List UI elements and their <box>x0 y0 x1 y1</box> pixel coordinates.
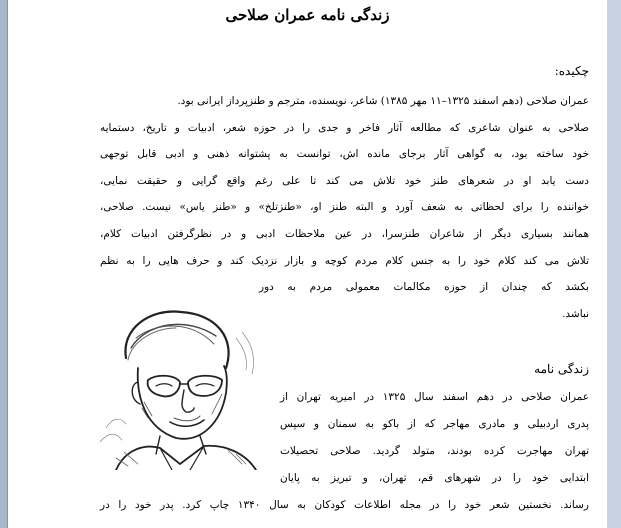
biography-paragraph <box>280 384 589 492</box>
abstract-line: خواننده را برای لحظاتی به شعف آورد و البته طنز او، «طنزتلخ» و «طنز یاس» نیست. صلاحی، <box>100 201 589 214</box>
abstract-line: عمران صلاحی (دهم اسفند ۱۳۲۵–۱۱ مهر ۱۳۸۵) شاعر، نویسنده، مترجم و طنزپرداز ایرانی بود. <box>177 95 589 107</box>
biography-line: عمران صلاحی در دهم اسفند سال ۱۳۲۵ در امیریه تهران از <box>280 391 589 403</box>
biography-paragraph-full <box>100 492 589 519</box>
document-page <box>7 0 608 528</box>
page-title: زندگی نامه عمران صلاحی <box>225 6 390 24</box>
biography-line: پدری اردبیلی و مادری مهاجر که از باکو به سمنان و سپس <box>280 418 589 430</box>
abstract-line: صلاحی به عنوان شاعری که مطالعه آثار فاخر و جدی را در حوزه شعر، ادبیات و تاریخ، دستمایه <box>100 121 589 134</box>
window-edge <box>607 0 621 528</box>
biography-line: تهران مهاجرت کرده بودند، متولد گردید. صلاحی تحصیلات <box>280 445 589 457</box>
portrait-sketch-icon <box>76 298 268 470</box>
biography-heading: زندگی نامه <box>534 362 589 376</box>
abstract-line: همانند بسیاری دیگر از شاعران طنزسرا، در عین ملاحظات ادبی و در نظرگرفتن ادبیات کلام، <box>100 227 589 240</box>
abstract-paragraph <box>100 88 589 327</box>
abstract-line: بکشد که چندان از حوزه مکالمات معمولی مردم به دور <box>259 281 589 294</box>
abstract-heading: چکیده: <box>554 64 589 78</box>
abstract-line: تلاش می کند کلام خود را به جنس کلام مردم کوچه و بازار نزدیک کند و حرف هایی را به نظم <box>100 254 589 267</box>
biography-line: رساند. نخستین شعر خود را در مجله اطلاعات کودکان به سال ۱۳۴۰ چاپ کرد. پدر خود را در <box>100 499 589 511</box>
biography-line: ابتدایی خود را در شهرهای قم، تهران، و تبریز به پایان <box>280 472 589 484</box>
abstract-line: دست یابد او در شعرهای طنز خود تلاش می کند تا علی رغم واقع گرایی و حقیقت نمایی، <box>100 174 589 187</box>
abstract-line: نباشد. <box>562 307 589 320</box>
abstract-line: خود ساخته بود، به گواهی آثار برجای مانده اش، توانست به پشتوانه ذهنی و ادبی قابل توجهی <box>100 148 589 161</box>
